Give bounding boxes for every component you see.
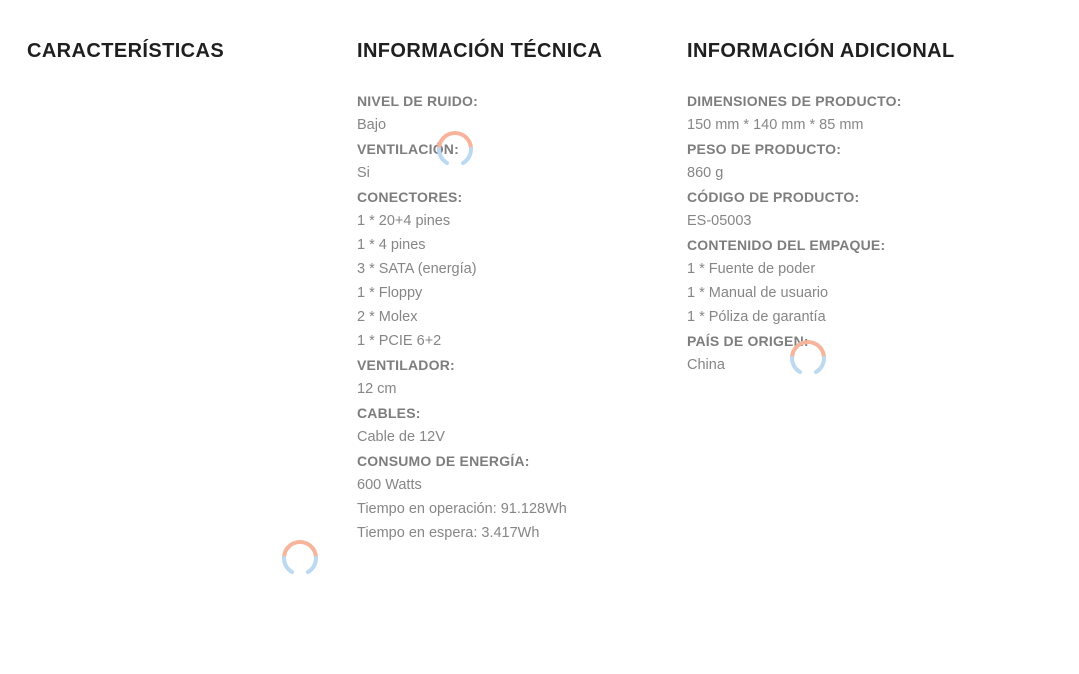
spec-value: 1 * Manual de usuario: [687, 285, 829, 301]
spec-value: 150 mm * 140 mm * 85 mm: [687, 117, 864, 133]
features-column: [27, 36, 347, 66]
additional-spec-list: [687, 89, 1007, 377]
spec-label: VENTILADOR:: [357, 357, 455, 373]
spec-value: Tiempo en espera: 3.417Wh: [357, 525, 540, 541]
spec-value: 860 g: [687, 165, 724, 181]
spec-value: 1 * Póliza de garantía: [687, 309, 826, 325]
spec-item: [357, 137, 677, 185]
spec-item: [687, 89, 1007, 137]
spec-value: Bajo: [357, 117, 387, 133]
spec-label: CONECTORES:: [357, 189, 463, 205]
technical-spec-list: [357, 89, 677, 545]
spec-value: 1 * 20+4 pines: [357, 213, 451, 229]
spec-value: ES-05003: [687, 213, 752, 229]
spec-item: [357, 89, 677, 137]
spec-item: [687, 137, 1007, 185]
spec-value: 1 * 4 pines: [357, 237, 426, 253]
spec-label: DIMENSIONES DE PRODUCTO:: [687, 93, 902, 109]
spec-value: 1 * Fuente de poder: [687, 261, 816, 277]
spec-item: [687, 185, 1007, 233]
spec-value: 2 * Molex: [357, 309, 418, 325]
spec-item: [357, 353, 677, 401]
spec-label: PAÍS DE ORIGEN:: [687, 333, 809, 349]
spec-label: NIVEL DE RUIDO:: [357, 93, 478, 109]
spec-label: CONTENIDO DEL EMPAQUE:: [687, 237, 886, 253]
additional-info-title: INFORMACIÓN ADICIONAL: [687, 40, 955, 62]
spec-value: 12 cm: [357, 381, 397, 397]
spec-label: VENTILACIÓN:: [357, 141, 459, 157]
spec-item: [357, 449, 677, 545]
loading-spinner-icon: [278, 536, 322, 580]
spec-value: Si: [357, 165, 370, 181]
spec-item: [357, 401, 677, 449]
spec-value: 600 Watts: [357, 477, 422, 493]
spec-value: 3 * SATA (energía): [357, 261, 477, 277]
spec-label: CABLES:: [357, 405, 421, 421]
spec-value: Tiempo en operación: 91.128Wh: [357, 501, 567, 517]
spec-item: [687, 233, 1007, 329]
spec-label: CÓDIGO DE PRODUCTO:: [687, 189, 860, 205]
spec-value: 1 * Floppy: [357, 285, 423, 301]
spec-item: [687, 329, 1007, 377]
additional-info-column: [687, 36, 1007, 373]
spec-item: [357, 185, 677, 353]
spec-label: PESO DE PRODUCTO:: [687, 141, 842, 157]
spec-value: 1 * PCIE 6+2: [357, 333, 442, 349]
spec-value: China: [687, 357, 725, 373]
technical-info-title: INFORMACIÓN TÉCNICA: [357, 40, 603, 62]
spec-value: Cable de 12V: [357, 429, 445, 445]
features-title: CARACTERÍSTICAS: [27, 40, 225, 62]
technical-info-column: [357, 36, 677, 541]
spec-label: CONSUMO DE ENERGÍA:: [357, 453, 530, 469]
